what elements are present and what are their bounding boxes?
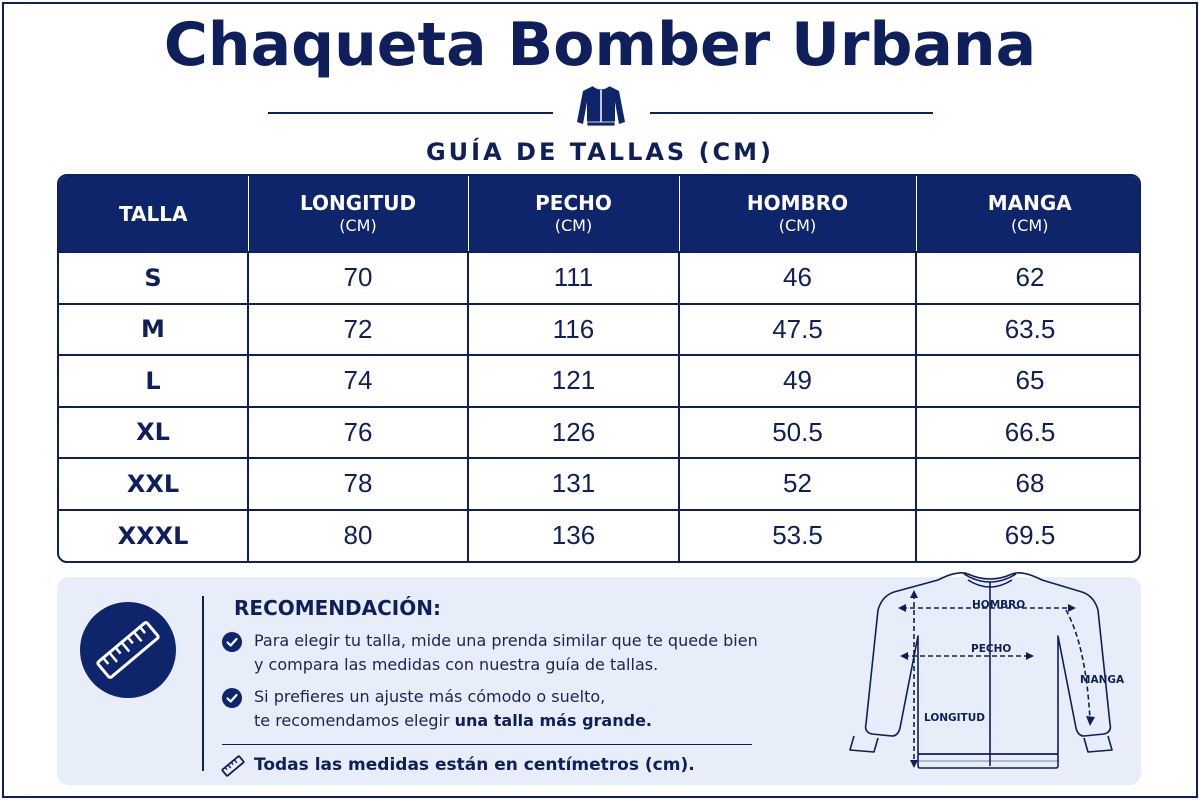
- chest-cell: 121: [468, 355, 679, 407]
- size-cell: XL: [59, 407, 248, 459]
- size-guide-subtitle: GUÍA DE TALLAS (CM): [425, 138, 775, 166]
- bullet-2-line-2-bold: una talla más grande.: [454, 711, 652, 730]
- length-cell: 74: [248, 355, 468, 407]
- bullet-2-line-1: Si prefieres un ajuste más cómodo o suelto,: [254, 687, 606, 706]
- length-cell: 70: [248, 252, 468, 304]
- bullet-2-line-2-text: te recomendamos elegir: [254, 711, 455, 730]
- jacket-measurement-diagram: [846, 566, 1136, 780]
- size-cell: M: [59, 304, 248, 356]
- length-cell: 76: [248, 407, 468, 459]
- sleeve-cell: 68: [916, 458, 1141, 510]
- diagram-chest-label: PECHO: [971, 643, 1012, 655]
- header-shoulder: HOMBRO (CM): [679, 176, 916, 252]
- shoulder-cell: 49: [679, 355, 916, 407]
- header-shoulder-unit: (CM): [778, 216, 817, 236]
- chest-cell: 116: [468, 304, 679, 356]
- size-cell: XXL: [59, 458, 248, 510]
- size-cell: L: [59, 355, 248, 407]
- note-divider: [222, 744, 752, 745]
- length-cell: 80: [248, 510, 468, 562]
- diagram-sleeve-label: MANGA: [1080, 674, 1125, 686]
- header-chest: PECHO (CM): [468, 176, 679, 252]
- table-row: [59, 355, 1141, 407]
- table-row: [59, 407, 1141, 459]
- header-length: LONGITUD (CM): [248, 176, 468, 252]
- measurement-note: Todas las medidas están en centímetros (cm).: [254, 755, 695, 775]
- bullet-2-line-2: [254, 709, 794, 733]
- table-row: [59, 304, 1141, 356]
- recommendation-bullet-1: [222, 629, 802, 679]
- header-chest-unit: (CM): [554, 216, 593, 236]
- size-cell: XXXL: [59, 510, 248, 562]
- recommendation-bullet-2: [222, 685, 802, 735]
- header-sleeve-unit: (CM): [1011, 216, 1049, 236]
- check-circle-icon: [222, 632, 242, 652]
- shoulder-cell: 47.5: [679, 304, 916, 356]
- diagram-shoulder-label: HOMBRO: [972, 599, 1026, 611]
- length-cell: 78: [248, 458, 468, 510]
- title-divider-right: [650, 112, 933, 114]
- shoulder-cell: 46: [679, 252, 916, 304]
- table-row: [59, 510, 1141, 562]
- check-circle-icon: [222, 688, 242, 708]
- header-length-unit: (CM): [339, 216, 377, 236]
- title-divider-left: [268, 112, 553, 114]
- small-ruler-icon: [220, 753, 246, 779]
- panel-divider: [202, 596, 204, 771]
- sleeve-cell: 65: [916, 355, 1141, 407]
- header-size: TALLA: [59, 176, 248, 252]
- sleeve-cell: 63.5: [916, 304, 1141, 356]
- chest-cell: 136: [468, 510, 679, 562]
- ruler-icon: [80, 602, 176, 698]
- shoulder-cell: 50.5: [679, 407, 916, 459]
- page-title: Chaqueta Bomber Urbana: [163, 10, 1037, 80]
- header-sleeve: MANGA (CM): [916, 176, 1141, 252]
- diagram-length-label: LONGITUD: [924, 712, 985, 724]
- ruler-badge: [80, 602, 176, 698]
- bullet-1-line-1: Para elegir tu talla, mide una prenda similar que te quede bien: [254, 631, 758, 650]
- chest-cell: 111: [468, 252, 679, 304]
- table-row: [59, 252, 1141, 304]
- length-cell: 72: [248, 304, 468, 356]
- chest-cell: 131: [468, 458, 679, 510]
- sleeve-cell: 62: [916, 252, 1141, 304]
- shoulder-cell: 53.5: [679, 510, 916, 562]
- size-table: [57, 174, 1141, 563]
- recommendation-title: RECOMENDACIÓN:: [234, 596, 441, 620]
- chest-cell: 126: [468, 407, 679, 459]
- size-cell: S: [59, 252, 248, 304]
- jacket-icon: [573, 82, 629, 130]
- sleeve-cell: 69.5: [916, 510, 1141, 562]
- sleeve-cell: 66.5: [916, 407, 1141, 459]
- bullet-1-line-2: y compara las medidas con nuestra guía de tallas.: [254, 655, 659, 674]
- table-header-row: [59, 176, 1141, 252]
- shoulder-cell: 52: [679, 458, 916, 510]
- table-row: [59, 458, 1141, 510]
